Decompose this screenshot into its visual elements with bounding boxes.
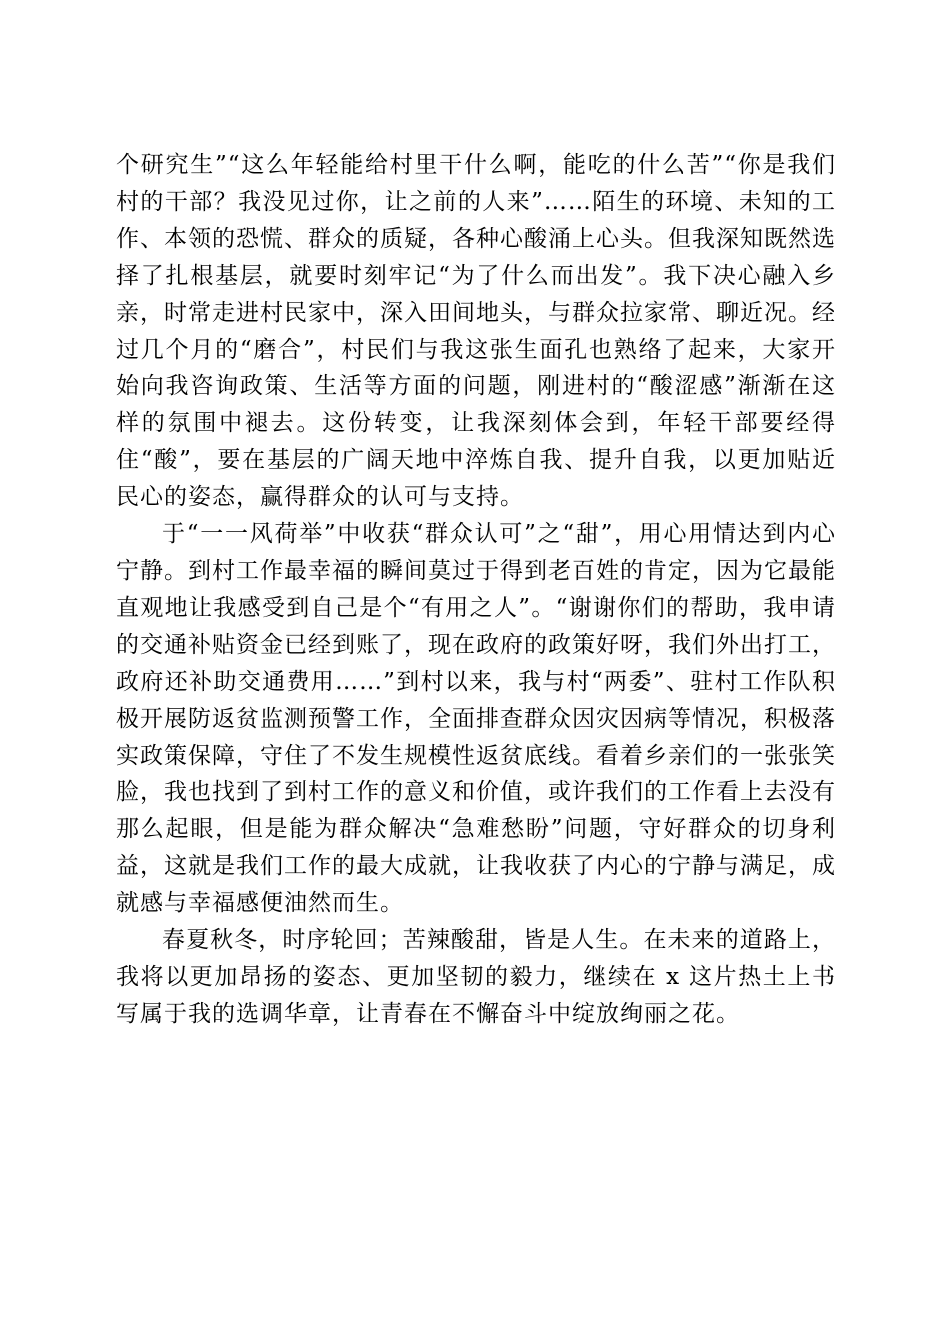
paragraph-sweetness: 于“一一风荷举”中收获“群众认可”之“甜”，用心用情达到内心宁静。到村工作最幸福的瞬间莫过于得到老百姓的肯定，因为它最能直观地让我感受到自己是个“有用之人”。“谢谢你们的帮助，我申请的交通补贴资金已经到账了，现在政府的政策好呀，我们外出打工，政府还补助交通费用……”到村以来，我与村“两委”、驻村工作队积极开展防返贫监测预警工作，全面排查群众因灾因病等情况，积极落实政策保障，守住了不发生规模性返贫底线。看着乡亲们的一张张笑脸，我也找到了到村工作的意义和价值，或许我们的工作看上去没有那么起眼，但是能为群众解决“急难愁盼”问题，守好群众的切身利益，这就是我们工作的最大成就，让我收获了内心的宁静与满足，成就感与幸福感便油然而生。	[116, 521, 836, 917]
paragraph-conclusion: 春夏秋冬，时序轮回；苦辣酸甜，皆是人生。在未来的道路上，我将以更加昂扬的姿态、更加坚韧的毅力，继续在 x 这片热土上书写属于我的选调华章，让青春在不懈奋斗中绽放绚丽之花。	[116, 927, 836, 1027]
paragraph-continued: 个研究生”“这么年轻能给村里干什么啊，能吃的什么苦”“你是我们村的干部？我没见过你，让之前的人来”……陌生的环境、未知的工作、本领的恐慌、群众的质疑，各种心酸涌上心头。但我深知既然选择了扎根基层，就要时刻牢记“为了什么而出发”。我下决心融入乡亲，时常走进村民家中，深入田间地头，与群众拉家常、聊近况。经过几个月的“磨合”，村民们与我这张生面孔也熟络了起来，大家开始向我咨询政策、生活等方面的问题，刚进村的“酸涩感”渐渐在这样的氛围中褪去。这份转变，让我深刻体会到，年轻干部要经得住“酸”，要在基层的广阔天地中淬炼自我、提升自我，以更加贴近民心的姿态，赢得群众的认可与支持。	[116, 152, 836, 511]
document-body	[116, 147, 836, 1033]
